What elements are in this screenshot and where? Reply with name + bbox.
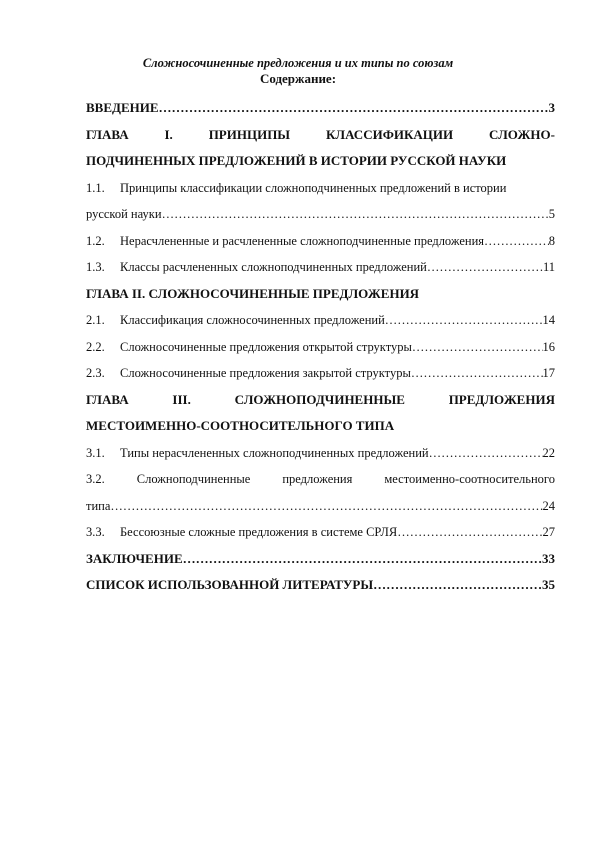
leader-dots (183, 546, 542, 573)
heading-word: ГЛАВА (86, 391, 129, 407)
toc-entry-2-1[interactable] (86, 307, 555, 334)
toc-entry-1-2[interactable] (86, 228, 555, 255)
toc-page-number: 27 (542, 525, 555, 539)
toc-entry-label: типа (86, 498, 111, 513)
toc-page-number: 5 (548, 207, 555, 221)
toc-entry-3-3[interactable] (86, 519, 555, 546)
toc-entry-references[interactable] (86, 572, 555, 599)
toc-page-number: 17 (542, 366, 555, 380)
leader-dots (385, 307, 543, 334)
toc-page-number: 16 (542, 339, 555, 354)
toc-entry-label: ГЛАВА II. СЛОЖНОСОЧИНЕННЫЕ ПРЕДЛОЖЕНИЯ (86, 285, 420, 301)
toc-chapter-1-heading[interactable] (86, 122, 555, 149)
toc-entry-label: ВВЕДЕНИЕ (86, 100, 159, 115)
heading-word: ГЛАВА (86, 126, 129, 142)
toc-entry-intro[interactable] (86, 95, 555, 122)
leader-dots (162, 201, 549, 228)
toc-entry-label: Классы расчлененных сложноподчиненных предложений (120, 260, 427, 274)
section-number: 3.3. (86, 525, 105, 539)
heading-word: ПРИНЦИПЫ (208, 126, 291, 142)
section-number: 3.1. (86, 445, 105, 460)
toc-entry-label: Классификация сложносочиненных предложений (120, 313, 385, 327)
toc-page-number: 14 (542, 313, 555, 327)
section-number: 2.2. (86, 339, 105, 354)
toc-entry-label: СПИСОК ИСПОЛЬЗОВАННОЙ ЛИТЕРАТУРЫ (86, 577, 374, 592)
toc-page-number: 24 (542, 498, 555, 513)
heading-word: предложения (282, 472, 353, 486)
leader-dots (397, 519, 542, 546)
toc-entry-label: Принципы классификации сложноподчиненных предложений в истории (120, 180, 507, 195)
toc-chapter-2-heading[interactable] (86, 281, 555, 308)
heading-word: местоименно-соотносительного (384, 472, 555, 486)
leader-dots (427, 254, 543, 281)
leader-dots (159, 95, 549, 122)
contents-heading: Содержание: (259, 71, 337, 86)
toc-page-number: 3 (548, 100, 555, 115)
toc-entry-3-1[interactable] (86, 440, 555, 467)
toc-entry-conclusion[interactable] (86, 546, 555, 573)
section-number: 1.2. (86, 233, 105, 248)
toc-entry-3-2[interactable] (86, 466, 555, 493)
heading-word: III. (172, 391, 191, 407)
section-number: 2.1. (86, 313, 105, 327)
heading-word: I. (164, 126, 173, 142)
toc-page-number: 11 (542, 260, 555, 274)
toc-page-number: 35 (542, 577, 555, 592)
leader-dots (110, 493, 542, 520)
leader-dots (484, 228, 549, 255)
toc-entry-label: Сложносочиненные предложения закрытой структуры (120, 366, 411, 380)
leader-dots (412, 334, 543, 361)
section-number: 1.3. (86, 260, 105, 274)
heading-word: Сложноподчиненные (136, 472, 251, 486)
toc-entry-label: Типы нерасчлененных сложноподчиненных предложений (120, 445, 429, 460)
toc-page-number: 22 (542, 445, 555, 460)
toc-page-number: 33 (542, 550, 555, 566)
heading-word: СЛОЖНОПОДЧИНЕННЫЕ (234, 391, 405, 407)
table-of-contents (86, 95, 555, 599)
toc-chapter-1-heading-cont[interactable] (86, 148, 555, 175)
toc-entry-2-2[interactable] (86, 334, 555, 361)
heading-word: СЛОЖНО- (489, 126, 555, 142)
toc-entry-2-3[interactable] (86, 360, 555, 387)
leader-dots (429, 440, 543, 467)
toc-entry-label: русской науки (86, 207, 162, 221)
heading-word: КЛАССИФИКАЦИИ (325, 126, 454, 142)
toc-entry-label: ЗАКЛЮЧЕНИЕ (86, 550, 183, 566)
toc-entry-1-1[interactable] (86, 175, 555, 202)
heading-word: ПРЕДЛОЖЕНИЯ (448, 391, 555, 407)
section-number: 3.2. (86, 472, 105, 486)
toc-entry-label: Нерасчлененные и расчлененные сложноподчиненные предложения (120, 233, 485, 248)
toc-entry-3-2-cont[interactable] (86, 493, 555, 520)
toc-entry-label: ПОДЧИНЕННЫХ ПРЕДЛОЖЕНИЙ В ИСТОРИИ РУССКОЙ НАУКИ (86, 153, 507, 168)
leader-dots (373, 572, 542, 599)
leader-dots (411, 360, 543, 387)
document-title: Сложносочиненные предложения и их типы по союзам (142, 56, 454, 70)
toc-chapter-3-heading-cont[interactable] (86, 413, 555, 440)
toc-entry-1-1-cont[interactable] (86, 201, 555, 228)
toc-chapter-3-heading[interactable] (86, 387, 555, 414)
toc-entry-label: МЕСТОИМЕННО-СООТНОСИТЕЛЬНОГО ТИПА (86, 418, 395, 433)
section-number: 1.1. (86, 180, 105, 195)
toc-entry-label: Сложносочиненные предложения открытой структуры (120, 339, 412, 354)
toc-entry-1-3[interactable] (86, 254, 555, 281)
toc-page-number: 8 (548, 233, 555, 248)
toc-entry-label: Бессоюзные сложные предложения в системе СРЛЯ (120, 525, 398, 539)
section-number: 2.3. (86, 366, 105, 380)
